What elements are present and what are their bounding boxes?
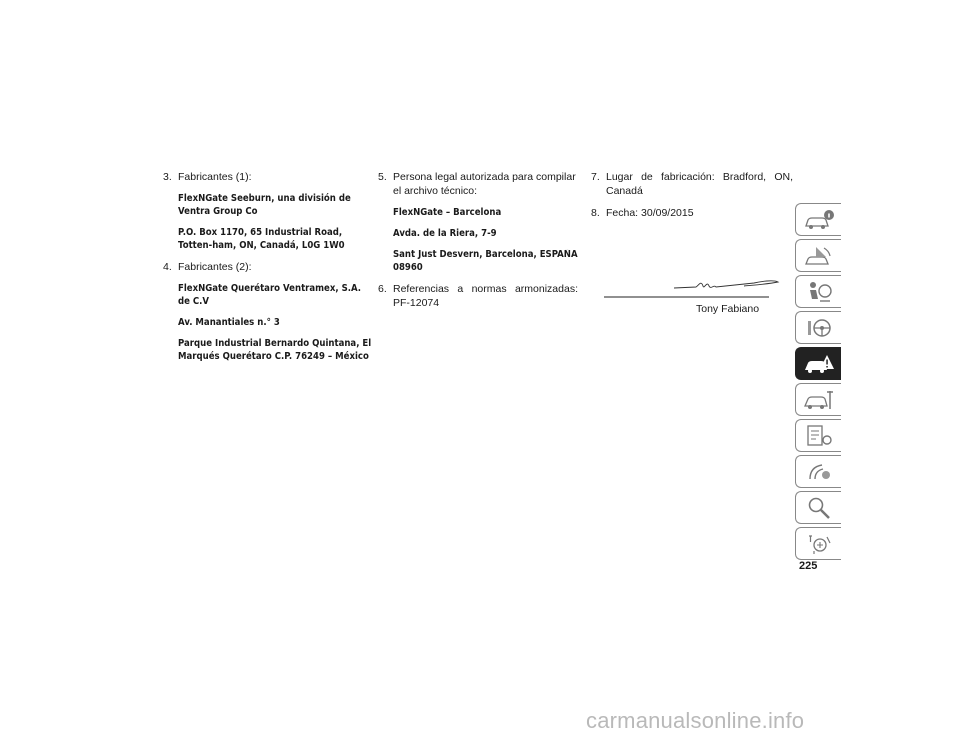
airbag-icon bbox=[802, 279, 836, 305]
item-text: Fabricantes (1): bbox=[178, 171, 252, 183]
tab-multimedia[interactable] bbox=[795, 455, 841, 488]
languages-icon bbox=[802, 531, 836, 557]
steering-wheel-icon bbox=[802, 315, 836, 341]
column-1 bbox=[163, 170, 372, 371]
item-text: Lugar de fabricación: Bradford, ON, Canadá bbox=[606, 171, 793, 197]
manufacturer-address: Av. Manantiales n.° 3 bbox=[178, 317, 280, 328]
column-2 bbox=[378, 170, 578, 318]
specifications-icon bbox=[802, 423, 836, 449]
item-number: 5. bbox=[378, 171, 387, 183]
tab-car-info[interactable] bbox=[795, 203, 841, 236]
representative-address: Sant Just Desvern, Barcelona, ESPAÑA 08960 bbox=[393, 249, 578, 273]
tab-car-service[interactable] bbox=[795, 383, 841, 416]
tab-steering[interactable] bbox=[795, 311, 841, 344]
footer-watermark[interactable]: carmanualsonline.info bbox=[586, 708, 805, 733]
item-text: Referencias a normas armonizadas: PF-12074 bbox=[393, 283, 578, 309]
list-item bbox=[378, 170, 578, 198]
manufacturer-name: FlexNGate Querétaro Ventramex, S.A. de C.V bbox=[178, 283, 362, 307]
item-number: 7. bbox=[591, 171, 600, 183]
list-item bbox=[163, 260, 363, 274]
manufacturer-address: Parque Industrial Bernardo Quintana, El Marqués Querétaro C.P. 76249 – México bbox=[178, 338, 372, 362]
item-text: Persona legal autorizada para compilar el archivo técnico: bbox=[393, 171, 576, 197]
search-icon bbox=[802, 495, 836, 521]
item-text: Fecha: 30/09/2015 bbox=[606, 207, 694, 219]
tab-languages[interactable] bbox=[795, 527, 841, 560]
chapter-tabs bbox=[795, 203, 841, 563]
list-item bbox=[163, 170, 363, 184]
item-number: 6. bbox=[378, 283, 387, 295]
tab-search[interactable] bbox=[795, 491, 841, 524]
manufacturer-name: FlexNGate Seeburn, una división de Ventra Group Co bbox=[178, 193, 351, 217]
car-info-icon bbox=[802, 207, 836, 233]
representative-name: FlexNGate – Barcelona bbox=[393, 207, 502, 218]
tab-car-warning[interactable] bbox=[795, 347, 841, 380]
representative-address: Avda. de la Riera, 7-9 bbox=[393, 228, 497, 239]
item-number: 3. bbox=[163, 171, 172, 183]
item-text: Fabricantes (2): bbox=[178, 261, 252, 273]
multimedia-icon bbox=[802, 459, 836, 485]
car-warning-icon bbox=[802, 351, 836, 377]
item-number: 8. bbox=[591, 207, 600, 219]
item-number: 4. bbox=[163, 261, 172, 273]
car-signal-icon bbox=[802, 243, 836, 269]
signatory-name: Tony Fabiano bbox=[696, 303, 760, 315]
tab-car-signal[interactable] bbox=[795, 239, 841, 272]
page-number: 225 bbox=[799, 560, 818, 572]
column-3 bbox=[591, 170, 793, 228]
list-item bbox=[378, 282, 578, 310]
list-item bbox=[591, 206, 793, 220]
car-service-icon bbox=[802, 387, 836, 413]
manufacturer-address: P.O. Box 1170, 65 Industrial Road, Totten-ham, ON, Canadá, L0G 1W0 bbox=[178, 227, 345, 251]
list-item bbox=[591, 170, 793, 198]
tab-specifications[interactable] bbox=[795, 419, 841, 452]
tab-airbag[interactable] bbox=[795, 275, 841, 308]
